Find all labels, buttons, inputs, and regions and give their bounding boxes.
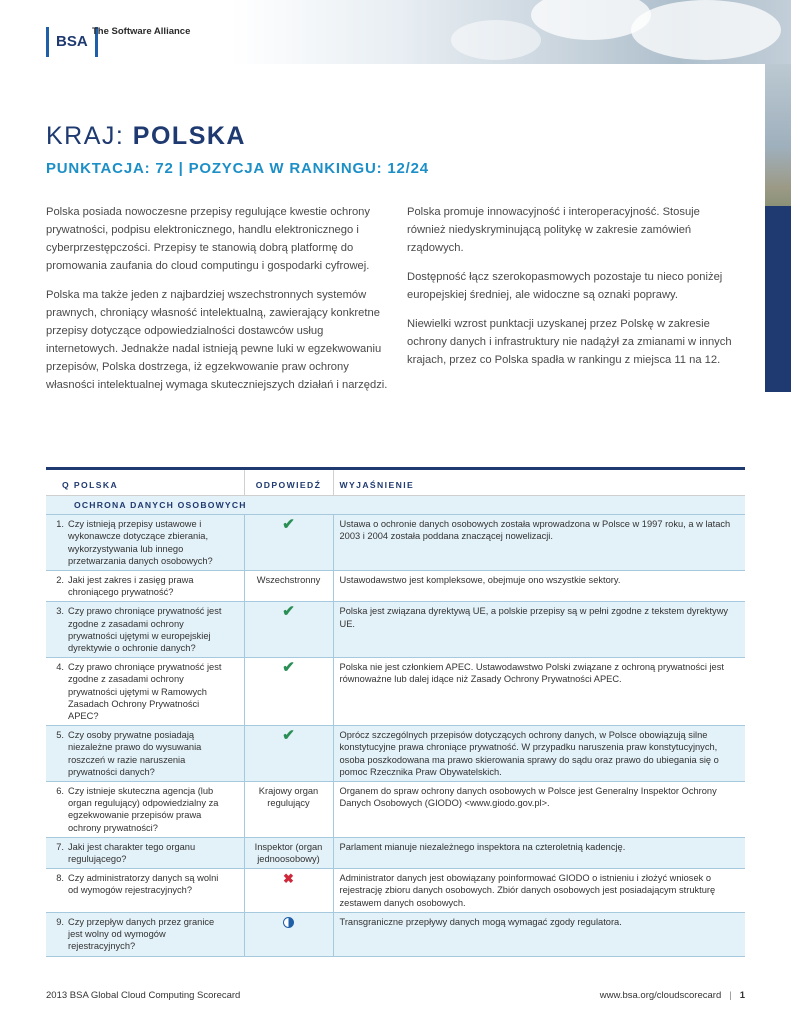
question-cell <box>46 571 244 602</box>
table-row <box>46 869 745 913</box>
page-header <box>0 0 791 64</box>
check-icon: ✔ <box>282 659 295 677</box>
table-row <box>46 726 745 782</box>
answer-cell <box>244 602 333 658</box>
question-number: 6. <box>56 786 64 797</box>
col-header-explanation: WYJAŚNIENIE <box>333 469 745 496</box>
cross-icon: ✖ <box>283 871 294 887</box>
question-text: Czy prawo chroniące prywatność jest zgodne z zasadami ochrony prywatności ujętymi w Ramowych Zasadach Ochrony Prywatności APEC? <box>68 662 222 722</box>
intro-paragraph: Polska posiada nowoczesne przepisy regulujące kwestie ochrony prywatności, podpisu elektronicznego, handlu elektronicznego i cyberprzestępczości. Przepisy te stanowią dobrą platformę do promowania zaufania do cloud computingu i gospodarki cyfrowej. <box>46 206 370 272</box>
title-prefix: KRAJ: <box>46 122 133 150</box>
question-text: Czy przepływ danych przez granice jest wolny od wymogów rejestracyjnych? <box>68 916 215 952</box>
answer-text: Krajowy organ regulujący <box>258 786 319 809</box>
half-circle-icon <box>283 917 294 928</box>
explanation-cell: Oprócz szczególnych przepisów dotyczących ochrony danych, w Polsce obowiązują silne konstytucyjne prawa chroniące prywatność. W przypadku naruszenia praw konstytucyjnych, osoba poszkodowana ma prawo skierowania sprawy do sądu oraz prawo do ubiegania się o pomoc Rzecznika Praw Obywatelskich. <box>333 726 745 782</box>
table-row <box>46 837 745 868</box>
answer-cell <box>244 912 333 956</box>
question-text: Jaki jest charakter tego organu regulującego? <box>68 841 196 865</box>
scorecard-table <box>46 467 745 957</box>
score-line: PUNKTACJA: 72 | POZYCJA W RANKINGU: 12/24 <box>46 160 429 177</box>
question-text: Czy osoby prywatne posiadają niezależne prawo do wysuwania roszczeń w razie naruszenia prywatności danych? <box>68 730 202 777</box>
question-number: 3. <box>56 606 64 617</box>
question-cell <box>46 837 244 868</box>
question-cell <box>46 869 244 913</box>
question-number: 9. <box>56 916 64 927</box>
explanation-cell: Administrator danych jest obowiązany poinformować GIODO o istnieniu i złożyć wniosek o rejestrację zbioru danych osobowych. Zbiór danych osobowych jest posiadającym strukturę zestawem danych osobowych. <box>333 869 745 913</box>
intro-paragraph: Polska ma także jeden z najbardziej wszechstronnych systemów prawnych, chroniący własność intelektualną, zawierający konkretne przepisy dotyczące odpowiedzialności dostawców usług internetowych. Jednakże nadal istnieją pewne luki w egzekwowaniu przepisów, Polska dostrzega, iż egzekwowanie praw ochrony własności intelektualnej wymaga skuteczniejszych działań i narzędzi. <box>46 289 388 391</box>
footer-separator: | <box>729 990 732 1001</box>
col-header-answer: ODPOWIEDŹ <box>244 469 333 496</box>
question-text: Jaki jest zakres i zasięg prawa chroniącego prywatność? <box>68 575 194 598</box>
question-number: 7. <box>56 841 64 852</box>
answer-text: Wszechstronny <box>256 575 321 586</box>
answer-cell <box>244 869 333 913</box>
question-text: Czy istnieją przepisy ustawowe i wykonawcze dotyczące zbierania, wykorzystywania lub innego przetwarzania danych osobowych? <box>68 519 213 566</box>
page-number: 1 <box>739 990 745 1001</box>
section-title: OCHRONA DANYCH OSOBOWYCH <box>46 496 745 515</box>
question-number: 2. <box>56 575 64 586</box>
question-cell <box>46 782 244 838</box>
bsa-logo[interactable]: BSA <box>46 27 98 57</box>
footer-url[interactable]: www.bsa.org/cloudscorecard <box>599 990 722 1001</box>
intro-paragraph: Dostępność łącz szerokopasmowych pozostaje tu nieco poniżej europejskiej średniej, ale widoczne są oznaki poprawy. <box>407 271 723 301</box>
question-cell <box>46 726 244 782</box>
footer-right <box>600 990 745 1001</box>
answer-cell <box>244 837 333 868</box>
header-sky-image <box>231 0 791 64</box>
table-row <box>46 658 745 726</box>
intro-left-column <box>46 203 391 405</box>
question-text: Czy istnieje skuteczna agencja (lub organ regulujący) odpowiedzialny za egzekwowanie przepisów prawa ochrony prywatności? <box>68 786 219 833</box>
intro-paragraph: Polska promuje innowacyjność i interoperacyjność. Stosuje również niedyskryminującą politykę w zakresie zamówień rządowych. <box>407 206 700 254</box>
check-icon: ✔ <box>282 727 295 745</box>
explanation-cell: Polska nie jest członkiem APEC. Ustawodawstwo Polski związane z ochroną prywatności jest równoważne lub dalej idące niż Zasady Ochrony Prywatności APEC. <box>333 658 745 726</box>
question-text: Czy prawo chroniące prywatność jest zgodne z zasadami ochrony prywatności ujętymi w europejskiej dyrektywie o ochronie danych? <box>68 606 222 654</box>
question-number: 4. <box>56 662 64 673</box>
page-title <box>46 122 246 151</box>
col-header-question: Q POLSKA <box>46 469 244 496</box>
table-row <box>46 602 745 658</box>
question-cell <box>46 912 244 956</box>
table-row <box>46 571 745 602</box>
intro-right-column <box>407 203 737 380</box>
answer-cell <box>244 658 333 726</box>
check-icon: ✔ <box>282 603 295 621</box>
question-cell <box>46 602 244 658</box>
table-header-row <box>46 469 745 496</box>
explanation-cell: Organem do spraw ochrony danych osobowych w Polsce jest Generalny Inspektor Ochrony Danych Osobowych (GIODO) <www.giodo.gov.pl>. <box>333 782 745 838</box>
answer-cell <box>244 515 333 571</box>
side-accent-bar <box>765 206 791 392</box>
explanation-cell: Transgraniczne przepływy danych mogą wymagać zgody regulatora. <box>333 912 745 956</box>
explanation-cell: Ustawa o ochronie danych osobowych została wprowadzona w Polsce w 1997 roku, a w latach 2003 i 2004 została poddana znaczącej nowelizacji. <box>333 515 745 571</box>
table-row <box>46 782 745 838</box>
question-number: 8. <box>56 873 64 884</box>
table-row <box>46 912 745 956</box>
question-cell <box>46 658 244 726</box>
question-cell <box>46 515 244 571</box>
question-number: 5. <box>56 730 64 741</box>
section-row <box>46 496 745 515</box>
title-country: POLSKA <box>132 122 246 150</box>
explanation-cell: Polska jest związana dyrektywą UE, a polskie przepisy są w pełni zgodne z tekstem dyrektywy UE. <box>333 602 745 658</box>
answer-cell <box>244 726 333 782</box>
footer-title: 2013 BSA Global Cloud Computing Scorecard <box>46 990 241 1001</box>
answer-cell <box>244 782 333 838</box>
bsa-tagline: The Software Alliance <box>92 26 191 37</box>
explanation-cell: Ustawodawstwo jest kompleksowe, obejmuje ono wszystkie sektory. <box>333 571 745 602</box>
question-text: Czy administratorzy danych są wolni od wymogów rejestracyjnych? <box>68 873 219 896</box>
check-icon: ✔ <box>282 516 295 534</box>
table-row <box>46 515 745 571</box>
answer-cell <box>244 571 333 602</box>
explanation-cell: Parlament mianuje niezależnego inspektora na czteroletnią kadencję. <box>333 837 745 868</box>
intro-paragraph: Niewielki wzrost punktacji uzyskanej przez Polskę w zakresie ochrony danych i infrastruktury nie nadążył za zmianami w innych krajach, przez co Polska spadła w rankingu z miejsca 11 na 12. <box>407 318 732 366</box>
question-number: 1. <box>56 519 64 530</box>
answer-text: Inspektor (organ jednoosobowy) <box>254 841 323 865</box>
